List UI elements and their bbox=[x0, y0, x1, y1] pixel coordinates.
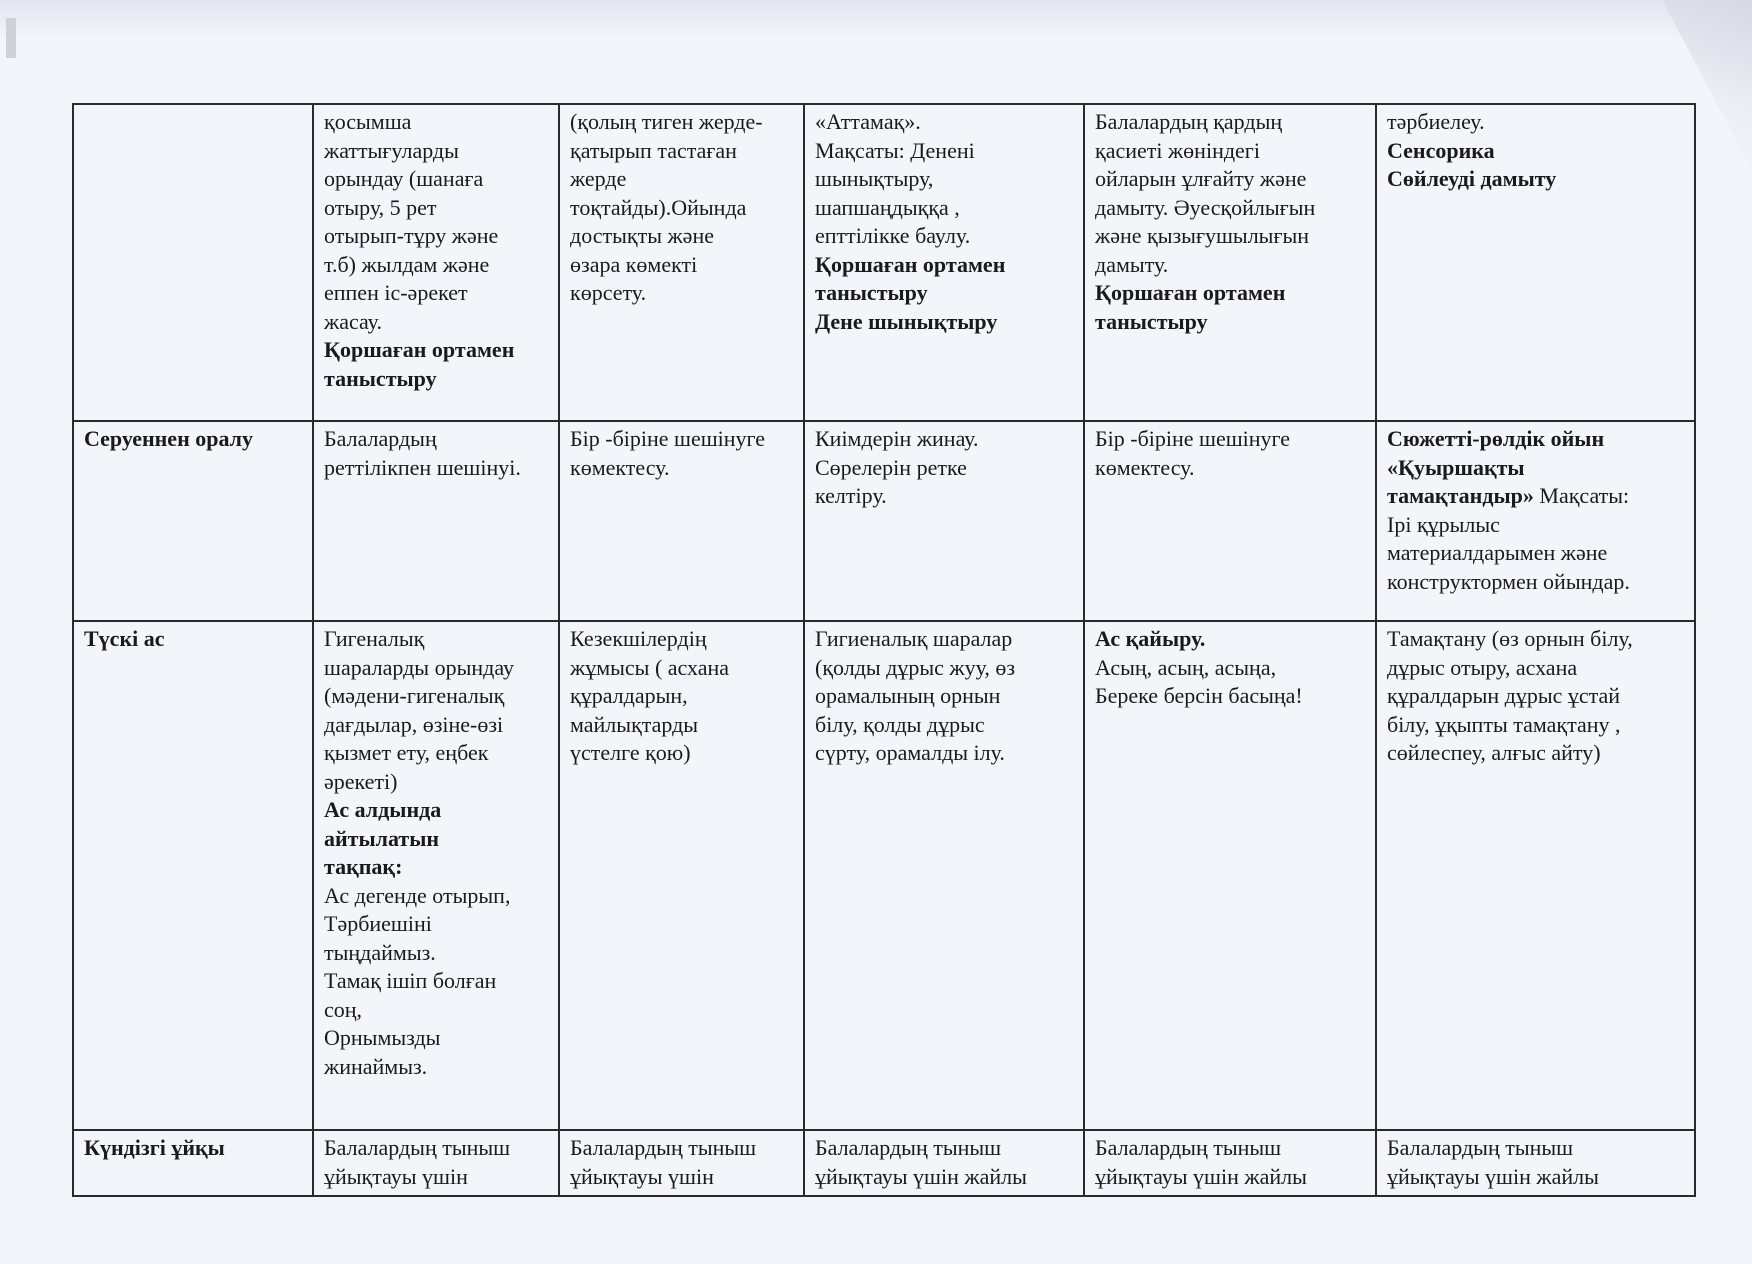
cell-line: сүрту, орамалды ілу. bbox=[815, 740, 1005, 765]
row-label: Серуеннен оралу bbox=[73, 421, 313, 621]
cell-line: Балалардың қардың bbox=[1095, 109, 1283, 134]
cell-line: келтіру. bbox=[815, 483, 887, 508]
table-cell bbox=[313, 1130, 559, 1196]
cell-line: отыру, 5 рет bbox=[324, 194, 437, 220]
cell-line: шараларды орындау bbox=[324, 654, 514, 680]
cell-line: Береке берсін басыңа! bbox=[1095, 683, 1303, 708]
cell-line: әрекеті) bbox=[324, 768, 398, 794]
cell-line: орындау (шанаға bbox=[324, 166, 484, 191]
cell-line: ұйықтауы үшін жайлы bbox=[815, 1163, 1027, 1189]
cell-line bbox=[324, 365, 548, 394]
cell-line: көмектесу. bbox=[1095, 454, 1195, 480]
bold-text: Сенсорика bbox=[1387, 137, 1495, 163]
cell-line: (мәдени-гигеналық bbox=[324, 683, 505, 708]
cell-line: еппен іс-әрекет bbox=[324, 280, 468, 305]
table-cell bbox=[804, 621, 1084, 1130]
cell-line: ұйықтауы үшін bbox=[324, 1163, 468, 1189]
cell-line: Орнымызды bbox=[324, 1025, 441, 1050]
cell-line: Сөрелерін ретке bbox=[815, 454, 967, 480]
bold-text: тақпақ: bbox=[324, 854, 403, 879]
cell-line: конструктормен ойындар. bbox=[1387, 568, 1630, 594]
cell-line bbox=[815, 279, 1073, 308]
cell-line: Балалардың тыныш bbox=[1095, 1135, 1282, 1160]
table-cell bbox=[559, 421, 804, 621]
table-cell bbox=[559, 104, 804, 421]
cell-line: Тамақтану (өз орнын білу, bbox=[1387, 626, 1633, 651]
cell-line: Гигиеналық шаралар bbox=[815, 626, 1013, 651]
cell-line bbox=[324, 825, 548, 854]
table-cell bbox=[1376, 104, 1695, 421]
cell-line bbox=[815, 251, 1073, 280]
cell-line: Бір -біріне шешінуге bbox=[1095, 426, 1291, 451]
cell-line: Тәрбиешіні bbox=[324, 911, 432, 936]
cell-line: шынықтыру, bbox=[815, 166, 934, 191]
table-cell bbox=[1376, 421, 1695, 621]
scan-top-edge bbox=[0, 0, 1752, 40]
cell-line: епттілікке баулу. bbox=[815, 223, 971, 248]
bold-text: Дене шынықтыру bbox=[815, 308, 998, 334]
cell-line: тәрбиелеу. bbox=[1387, 109, 1485, 134]
cell-line: Балалардың тыныш bbox=[570, 1135, 757, 1160]
cell-line: Бір -біріне шешінуге bbox=[570, 426, 766, 451]
cell-line: Гигеналық bbox=[324, 626, 425, 651]
bold-text: Қоршаған ортамен bbox=[324, 337, 515, 362]
cell-line bbox=[1095, 625, 1365, 654]
row-label: Түскі ас bbox=[73, 621, 313, 1130]
table-cell bbox=[1084, 421, 1376, 621]
cell-line: білу, ұқыпты тамақтану , bbox=[1387, 711, 1621, 737]
bold-text: таныстыру bbox=[1095, 308, 1208, 334]
row-label bbox=[73, 104, 313, 421]
cell-line: үстелге қою) bbox=[570, 740, 691, 765]
cell-line: жерде bbox=[570, 166, 627, 191]
cell-line: қосымша bbox=[324, 109, 412, 134]
cell-line: ұйықтауы үшін жайлы bbox=[1387, 1163, 1599, 1189]
daily-plan-table bbox=[72, 103, 1696, 1197]
table-cell bbox=[804, 104, 1084, 421]
table-cell bbox=[804, 1130, 1084, 1196]
bold-text: Ас алдында bbox=[324, 797, 442, 822]
cell-line bbox=[1387, 454, 1684, 483]
bold-text: таныстыру bbox=[815, 280, 928, 305]
cell-line: дамыту. bbox=[1095, 251, 1169, 277]
cell-line: жасау. bbox=[324, 308, 382, 334]
cell-line: тыңдаймыз. bbox=[324, 939, 436, 965]
table-cell bbox=[1376, 621, 1695, 1130]
bold-text: Сөйлеуді дамыту bbox=[1387, 166, 1557, 191]
table-cell bbox=[313, 421, 559, 621]
cell-line bbox=[815, 308, 1073, 337]
cell-line bbox=[324, 336, 548, 365]
table-row bbox=[73, 621, 1695, 1130]
cell-line bbox=[1387, 137, 1684, 166]
scan-mark bbox=[6, 18, 16, 58]
cell-line: т.б) жылдам және bbox=[324, 251, 490, 277]
table-cell bbox=[1084, 104, 1376, 421]
cell-line: қасиеті жөніндегі bbox=[1095, 137, 1260, 163]
cell-line: дағдылар, өзіне-өзі bbox=[324, 711, 504, 737]
cell-line: Мақсаты: Денені bbox=[815, 137, 975, 163]
cell-line bbox=[324, 796, 548, 825]
cell-line: Балалардың bbox=[324, 426, 437, 451]
table-cell bbox=[313, 104, 559, 421]
cell-line: тамақтандыр» Мақсаты: bbox=[1387, 483, 1630, 508]
bold-text: тамақтандыр» bbox=[1387, 483, 1534, 508]
table-row bbox=[73, 104, 1695, 421]
cell-line: Кезекшілердің bbox=[570, 626, 707, 651]
cell-line: қызмет ету, еңбек bbox=[324, 740, 489, 765]
bold-text: «Қуыршақты bbox=[1387, 454, 1525, 480]
cell-line: сөйлеспеу, алғыс айту) bbox=[1387, 740, 1601, 765]
table-cell bbox=[1084, 1130, 1376, 1196]
cell-line: материалдарымен және bbox=[1387, 540, 1608, 565]
table-cell bbox=[559, 1130, 804, 1196]
cell-line: (қолды дұрыс жуу, өз bbox=[815, 654, 1016, 680]
cell-line: қатырып тастаған bbox=[570, 137, 737, 163]
cell-line: Ірі құрылыс bbox=[1387, 511, 1500, 537]
cell-line: Балалардың тыныш bbox=[1387, 1135, 1574, 1160]
cell-line bbox=[324, 853, 548, 882]
cell-line bbox=[1095, 279, 1365, 308]
cell-line: өзара көмекті bbox=[570, 251, 698, 277]
table-cell bbox=[804, 421, 1084, 621]
cell-line: ұйықтауы үшін жайлы bbox=[1095, 1163, 1307, 1189]
cell-line: «Аттамақ». bbox=[815, 109, 921, 134]
cell-line: жаттығуларды bbox=[324, 137, 459, 163]
cell-line: соң, bbox=[324, 996, 363, 1022]
cell-line: отырып-тұру және bbox=[324, 223, 499, 248]
cell-line: тоқтайды).Ойында bbox=[570, 194, 747, 220]
cell-line: құралдарын, bbox=[570, 683, 688, 708]
table-cell bbox=[313, 621, 559, 1130]
cell-line: реттілікпен шешінуі. bbox=[324, 454, 521, 480]
cell-line: орамалының орнын bbox=[815, 683, 1001, 708]
cell-line: Киімдерін жинау. bbox=[815, 426, 979, 451]
cell-line: құралдарын дұрыс ұстай bbox=[1387, 683, 1621, 708]
cell-line: шапшаңдыққа , bbox=[815, 194, 960, 220]
cell-line: жұмысы ( асхана bbox=[570, 654, 730, 680]
bold-text: таныстыру bbox=[324, 365, 437, 391]
table-cell bbox=[1084, 621, 1376, 1130]
cell-line bbox=[1387, 165, 1684, 194]
cell-line: көрсету. bbox=[570, 280, 647, 305]
cell-line: жинаймыз. bbox=[324, 1053, 428, 1079]
table-cell bbox=[1376, 1130, 1695, 1196]
cell-line: дұрыс отыру, асхана bbox=[1387, 654, 1578, 680]
cell-line bbox=[1095, 308, 1365, 337]
cell-line: (қолың тиген жерде- bbox=[570, 109, 763, 134]
bold-text: Ас қайыру. bbox=[1095, 626, 1206, 651]
cell-line: Тамақ ішіп болған bbox=[324, 968, 497, 993]
cell-line: ойларын ұлғайту және bbox=[1095, 166, 1307, 191]
cell-line: достықты және bbox=[570, 223, 714, 248]
table-row bbox=[73, 421, 1695, 621]
cell-line: Балалардың тыныш bbox=[324, 1135, 511, 1160]
bold-text: Қоршаған ортамен bbox=[815, 251, 1006, 277]
cell-line: Балалардың тыныш bbox=[815, 1135, 1002, 1160]
cell-line: және қызығушылығын bbox=[1095, 223, 1310, 248]
table-cell bbox=[559, 621, 804, 1130]
table-row bbox=[73, 1130, 1695, 1196]
cell-line: дамыту. Әуесқойлығын bbox=[1095, 194, 1316, 220]
row-label: Күндізгі ұйқы bbox=[73, 1130, 313, 1196]
cell-line: Асың, асың, асыңа, bbox=[1095, 654, 1277, 680]
cell-line: майлықтарды bbox=[570, 711, 699, 737]
bold-text: Қоршаған ортамен bbox=[1095, 280, 1286, 305]
bold-text: айтылатын bbox=[324, 825, 440, 851]
cell-line: Ас дегенде отырып, bbox=[324, 882, 511, 908]
cell-line bbox=[1387, 425, 1684, 454]
cell-line: білу, қолды дұрыс bbox=[815, 711, 985, 737]
cell-line: көмектесу. bbox=[570, 454, 670, 480]
bold-text: Сюжетті-рөлдік ойын bbox=[1387, 426, 1605, 451]
cell-line: ұйықтауы үшін bbox=[570, 1163, 714, 1189]
